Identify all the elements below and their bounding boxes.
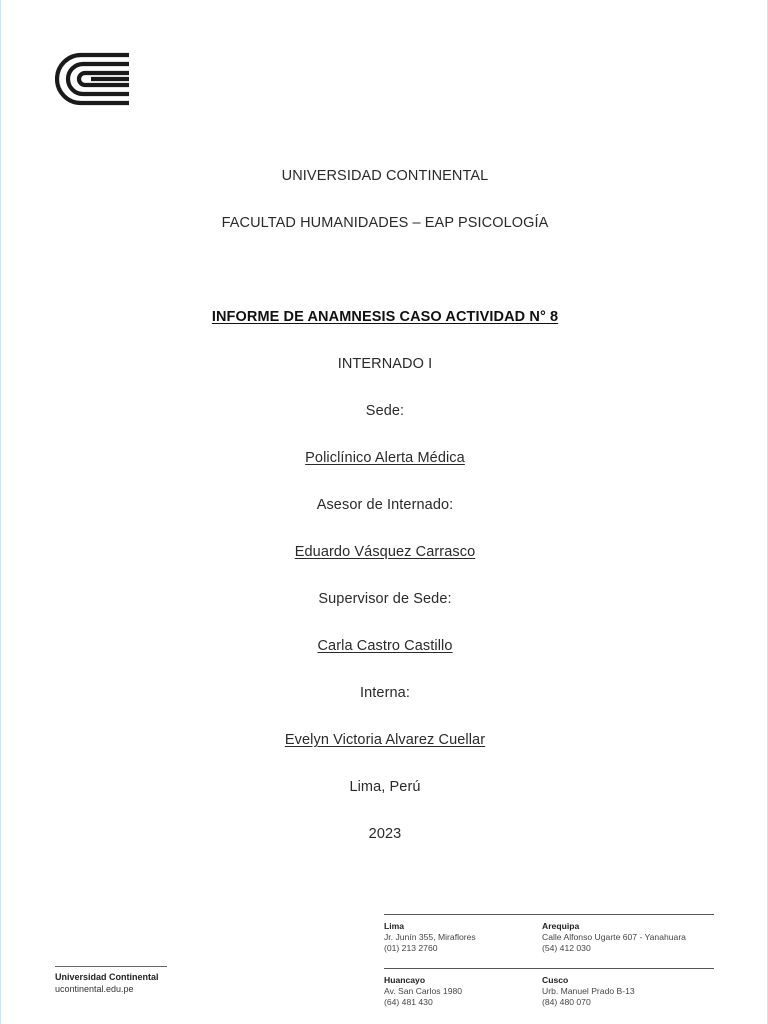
faculty-name-text: FACULTAD HUMANIDADES – EAP PSICOLOGÍA bbox=[221, 215, 549, 231]
place bbox=[1, 778, 768, 796]
intern-label bbox=[1, 684, 768, 702]
course-name bbox=[1, 355, 768, 373]
intern-label-text: Interna: bbox=[360, 685, 410, 701]
office-arequipa bbox=[542, 921, 702, 954]
footer-offices-row bbox=[384, 915, 714, 968]
year bbox=[1, 825, 768, 843]
site-label-text: Sede: bbox=[365, 403, 405, 419]
office-city: Lima bbox=[384, 921, 405, 931]
office-address: Calle Alfonso Ugarte 607 - Yanahuara bbox=[542, 932, 686, 942]
office-phone: (01) 213 2760 bbox=[384, 943, 438, 953]
year-text: 2023 bbox=[368, 826, 402, 842]
footer-brand bbox=[55, 966, 167, 995]
advisor-value bbox=[1, 543, 768, 561]
office-city: Arequipa bbox=[542, 921, 580, 931]
report-title-text: INFORME DE ANAMNESIS CASO ACTIVIDAD N° 8 bbox=[211, 309, 559, 325]
office-address: Jr. Junín 355, Miraflores bbox=[384, 932, 476, 942]
footer-brand-rule bbox=[55, 966, 167, 967]
university-logo bbox=[55, 52, 131, 106]
faculty-name bbox=[1, 214, 768, 232]
office-phone: (84) 480 070 bbox=[542, 997, 591, 1007]
office-address: Urb. Manuel Prado B-13 bbox=[542, 986, 635, 996]
advisor-label bbox=[1, 496, 768, 514]
site-value-text: Policlínico Alerta Médica bbox=[305, 450, 465, 466]
office-phone: (64) 481 430 bbox=[384, 997, 433, 1007]
site-value bbox=[1, 449, 768, 467]
supervisor-value-text: Carla Castro Castillo bbox=[317, 638, 453, 654]
supervisor-value bbox=[1, 637, 768, 655]
office-cusco bbox=[542, 975, 702, 1008]
site-label bbox=[1, 402, 768, 420]
office-lima bbox=[384, 921, 544, 954]
office-city: Cusco bbox=[542, 975, 569, 985]
place-text: Lima, Perú bbox=[349, 779, 421, 795]
office-address: Av. San Carlos 1980 bbox=[384, 986, 463, 996]
footer-brand-web[interactable]: ucontinental.edu.pe bbox=[55, 984, 134, 994]
advisor-label-text: Asesor de Internado: bbox=[316, 497, 454, 513]
footer-brand-name: Universidad Continental bbox=[55, 972, 159, 982]
university-name-text: UNIVERSIDAD CONTINENTAL bbox=[281, 168, 489, 184]
office-city: Huancayo bbox=[384, 975, 426, 985]
supervisor-label bbox=[1, 590, 768, 608]
footer-offices-row bbox=[384, 969, 714, 1022]
course-name-text: INTERNADO I bbox=[337, 356, 433, 372]
intern-value-text: Evelyn Victoria Alvarez Cuellar bbox=[284, 732, 486, 748]
office-phone: (54) 412 030 bbox=[542, 943, 591, 953]
advisor-value-text: Eduardo Vásquez Carrasco bbox=[294, 544, 476, 560]
supervisor-label-text: Supervisor de Sede: bbox=[318, 591, 452, 607]
intern-value bbox=[1, 731, 768, 749]
footer-offices bbox=[384, 914, 714, 1022]
office-huancayo bbox=[384, 975, 544, 1008]
university-name bbox=[1, 167, 768, 185]
report-title bbox=[1, 308, 768, 326]
